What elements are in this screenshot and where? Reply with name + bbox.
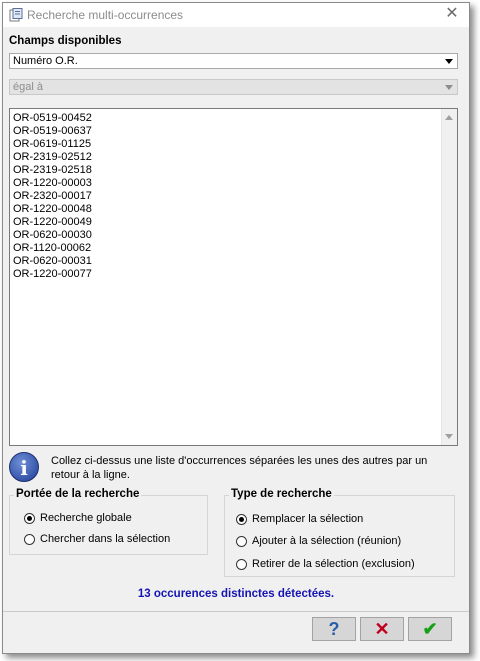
radio-button (236, 514, 247, 525)
occurrence-line: OR-2320-00017 (13, 190, 92, 202)
occurrence-line: OR-2319-02512 (13, 151, 92, 163)
field-select-value: Numéro O.R. (13, 55, 78, 67)
radio-type-replace[interactable] (236, 513, 363, 525)
app-document-icon (9, 8, 23, 22)
occurrence-line: OR-1120-00062 (13, 242, 92, 254)
radio-type-add[interactable] (236, 535, 401, 547)
search-type-group-title: Type de recherche (231, 488, 332, 500)
occurrence-count: 13 occurences distinctes détectées. (137, 588, 335, 600)
radio-button (236, 536, 247, 547)
occurrence-line: OR-2319-02518 (13, 164, 92, 176)
question-icon: ? (328, 619, 340, 639)
ok-button[interactable] (408, 617, 452, 641)
occurrence-line: OR-0519-00637 (13, 125, 92, 137)
radio-button (24, 534, 35, 545)
radio-button (236, 559, 247, 570)
occurrence-line: OR-0620-00031 (13, 255, 92, 267)
scroll-up-icon[interactable] (445, 115, 453, 120)
field-select[interactable] (9, 53, 458, 69)
fields-label: Champs disponibles (9, 35, 122, 47)
title-bar (3, 3, 469, 27)
scope-group-title: Portée de la recherche (16, 488, 140, 500)
vertical-scrollbar[interactable] (441, 109, 457, 445)
radio-label: Recherche globale (40, 512, 132, 524)
operator-select-value: égal à (13, 81, 43, 93)
help-button[interactable] (312, 617, 356, 641)
scope-group (9, 488, 208, 555)
radio-scope-global[interactable] (24, 512, 132, 524)
radio-type-remove[interactable] (236, 558, 415, 570)
search-type-group (224, 488, 455, 577)
footer-divider (3, 611, 469, 612)
radio-label: Chercher dans la sélection (40, 533, 171, 545)
chevron-down-icon (445, 85, 453, 90)
occurrence-line: OR-1220-00077 (13, 268, 92, 280)
cross-icon: ✕ (374, 619, 390, 639)
cancel-button[interactable] (360, 617, 404, 641)
occurrence-line: OR-1220-00003 (13, 177, 92, 189)
occurrence-line: OR-0519-00452 (13, 112, 92, 124)
occurrence-line: OR-0619-01125 (13, 138, 92, 150)
radio-button (24, 513, 35, 524)
info-icon: i (9, 452, 39, 482)
occurrence-line: OR-0620-00030 (13, 229, 92, 241)
occurrences-list (13, 112, 92, 281)
scroll-down-icon[interactable] (445, 434, 453, 439)
occurrence-line: OR-1220-00048 (13, 203, 92, 215)
info-text: Collez ci-dessus une liste d'occurrences séparées les unes des autres par un retour à la ligne. (51, 455, 428, 481)
window-title: Recherche multi-occurrences (27, 8, 184, 22)
radio-label: Ajouter à la sélection (réunion) (252, 535, 402, 547)
checkmark-icon: ✔ (422, 619, 438, 639)
radio-scope-selection[interactable] (24, 533, 170, 545)
occurrences-textarea[interactable] (9, 108, 458, 446)
radio-label: Retirer de la sélection (exclusion) (252, 558, 415, 570)
radio-label: Remplacer la sélection (252, 513, 364, 525)
close-icon[interactable]: ✕ (445, 5, 459, 22)
occurrence-line: OR-1220-00049 (13, 216, 92, 228)
operator-select (9, 79, 458, 95)
dialog-window (2, 2, 470, 654)
chevron-down-icon (445, 59, 453, 64)
